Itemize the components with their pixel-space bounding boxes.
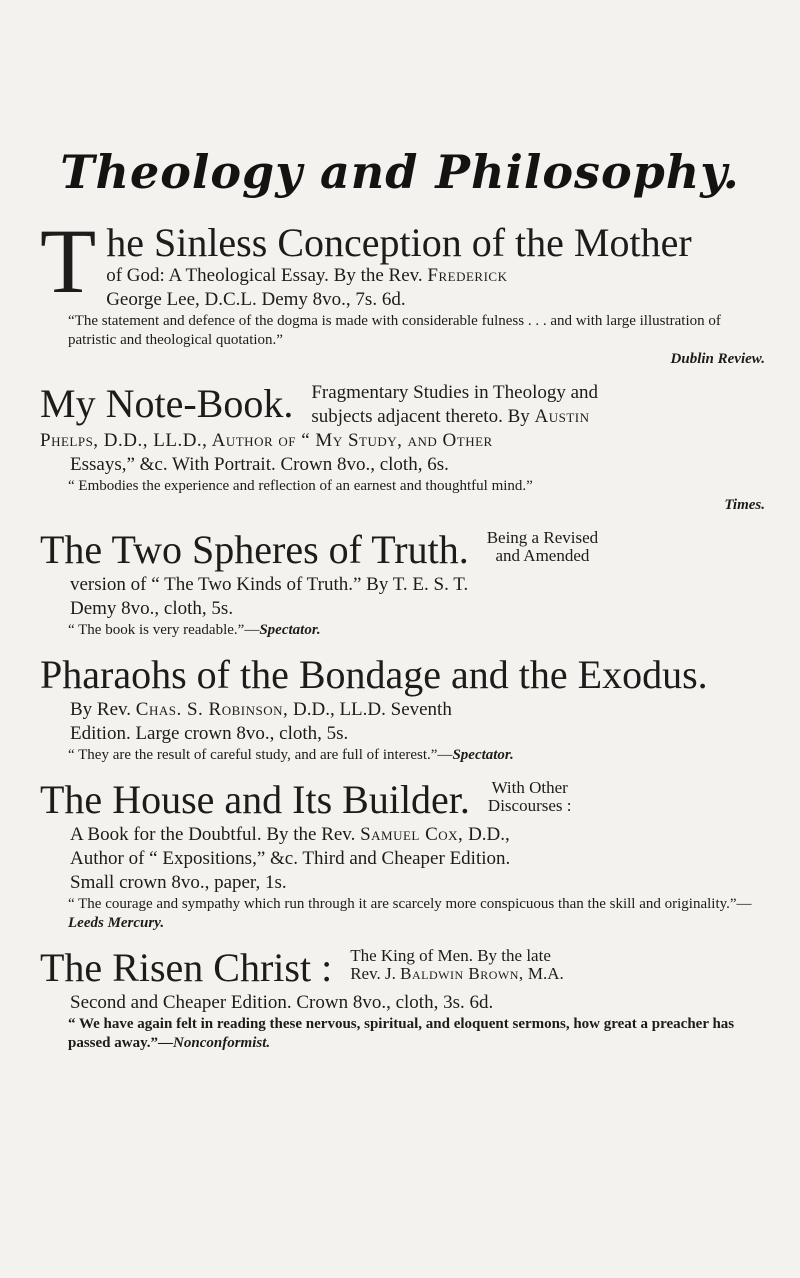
entry-subtitle-line: With Other	[491, 778, 568, 797]
entry-body-text: A Book for the Doubtful. By the Rev.	[70, 824, 361, 845]
entry-subtitle-text: M.A.	[523, 964, 564, 983]
catalogue-entry-my-note-book	[40, 381, 765, 515]
catalogue-entry-sinless-conception	[40, 210, 765, 369]
entry-body-line: Demy 8vo., cloth, 5s.	[70, 598, 234, 619]
catalogue-entry-risen-christ	[40, 945, 765, 1053]
author-name: Frederick	[427, 265, 508, 286]
review-quote-text: “ The courage and sympathy which run through it are scarcely more conspicuous than the skill and originality.”—	[68, 896, 752, 912]
review-quote	[40, 621, 765, 640]
entry-body-line: Author of “ Expositions,” &c. Third and Cheaper Edition.	[70, 848, 511, 869]
review-quote	[40, 746, 765, 765]
review-source: Leeds Mercury.	[68, 915, 165, 931]
entry-title: The House and Its Builder.	[40, 777, 470, 822]
review-source: Times.	[724, 497, 765, 513]
author-name: Samuel Cox,	[360, 824, 464, 845]
entry-body-line: Essays,” &c. With Portrait. Crown 8vo., cloth, 6s.	[70, 454, 449, 475]
review-quote: “ Embodies the experience and reflection of an earnest and thoughtful mind.”	[68, 478, 533, 494]
entry-body-line	[40, 823, 765, 847]
author-name: Austin	[534, 406, 590, 427]
catalogue-entry-house-and-builder	[40, 777, 765, 933]
entry-subtitle	[487, 529, 598, 565]
entry-body-line: Small crown 8vo., paper, 1s.	[70, 872, 287, 893]
entry-title-row	[40, 945, 765, 991]
review-source: Spectator.	[259, 622, 321, 638]
review-source: Spectator.	[452, 747, 514, 763]
entry-title: Pharaohs of the Bondage and the Exodus.	[40, 652, 708, 697]
entry-title-row	[40, 777, 765, 823]
entry-body-line	[40, 264, 765, 288]
entry-title-row	[40, 381, 765, 429]
section-heading: Theology and Philosophy.	[60, 145, 740, 199]
entry-subtitle	[488, 779, 572, 815]
entry-subtitle	[311, 381, 598, 429]
entry-title: My Note-Book.	[40, 381, 294, 426]
review-source: Dublin Review.	[670, 351, 765, 367]
entry-body-text: By Rev.	[70, 699, 136, 720]
entry-subtitle-line: subjects adjacent thereto. By	[311, 406, 535, 427]
entry-subtitle-line: Being a Revised	[486, 528, 599, 547]
entry-title: The Risen Christ :	[40, 945, 333, 990]
entry-body-line: Phelps, D.D., LL.D., Author of “ My Study, and Other	[40, 430, 493, 451]
review-quote-text: “ The book is very readable.”—	[68, 622, 260, 638]
author-name: Baldwin Brown,	[400, 964, 524, 983]
entry-title: he Sinless Conception of the Mother	[106, 220, 692, 265]
entry-body-line: Second and Cheaper Edition. Crown 8vo., cloth, 3s. 6d.	[70, 992, 494, 1013]
entry-body-line	[40, 698, 765, 722]
review-quote	[40, 1015, 765, 1053]
entry-body-text: D.D., LL.D. Seventh	[288, 699, 452, 720]
review-quote-text: “ We have again felt in reading these nervous, spiritual, and eloquent sermons, how great a preacher has passed away.”—	[68, 1016, 735, 1051]
entry-body-text: of God: A Theological Essay. By the Rev.	[106, 265, 428, 286]
drop-cap: T	[40, 210, 97, 312]
entry-title-block	[40, 210, 765, 312]
entry-subtitle-text: Rev. J.	[350, 964, 401, 983]
entry-subtitle-line: Discourses :	[487, 796, 572, 815]
entry-body-text: D.D.,	[463, 824, 510, 845]
review-quote-text: “ They are the result of careful study, and are full of interest.”—	[68, 747, 453, 763]
entry-subtitle-line: Fragmentary Studies in Theology and	[311, 382, 599, 403]
catalogue-entry-pharaohs	[40, 652, 765, 765]
entry-subtitle	[350, 947, 564, 983]
review-quote	[40, 895, 765, 933]
author-name: Chas. S. Robinson,	[135, 699, 289, 720]
entry-body-line: George Lee, D.C.L. Demy 8vo., 7s. 6d.	[106, 289, 406, 310]
entry-subtitle-line: The King of Men. By the late	[350, 946, 551, 965]
catalogue-entry-two-spheres	[40, 527, 765, 640]
entry-title-row	[40, 527, 765, 573]
entry-title: The Two Spheres of Truth.	[40, 527, 469, 572]
entry-body-line: Edition. Large crown 8vo., cloth, 5s.	[70, 723, 349, 744]
review-source: Nonconformist.	[173, 1035, 271, 1051]
review-quote: “The statement and defence of the dogma is made with considerable fulness . . . and with large illustration of patristic and theological quotation.”	[68, 313, 721, 348]
entry-body-line: version of “ The Two Kinds of Truth.” By T. E. S. T.	[70, 574, 469, 595]
catalogue-entries	[40, 210, 765, 1053]
entry-subtitle-line: and Amended	[495, 546, 590, 565]
